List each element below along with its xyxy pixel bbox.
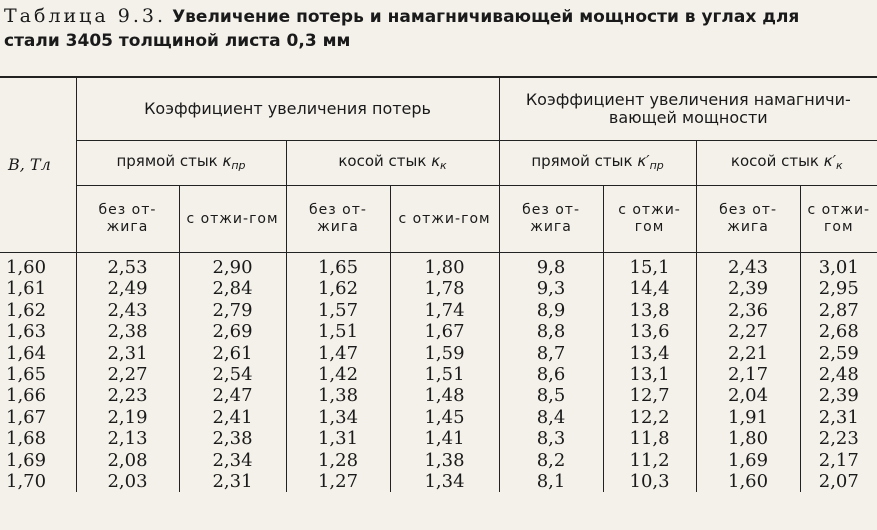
cell-b-value: 1,64 [0,343,76,364]
header-losses-group: Коэффициент увеличения потерь [76,77,499,141]
table-cell: 1,45 [390,407,499,428]
table-cell: 2,17 [696,364,800,385]
table-cell: 1,80 [696,428,800,449]
table-cell: 13,1 [603,364,696,385]
table-cell: 8,2 [499,450,603,471]
table-row [0,300,877,321]
table-cell: 1,28 [286,450,390,471]
table-cell: 2,61 [179,343,286,364]
caption-title-line2: стали 3405 толщиной листа 0,3 мм [4,31,351,51]
header-no-anneal: без от-жига [76,186,179,253]
table-cell: 2,43 [696,253,800,279]
table-cell: 9,3 [499,278,603,299]
table-cell: 1,57 [286,300,390,321]
table-cell: 1,65 [286,253,390,279]
table-cell: 2,23 [76,385,179,406]
table-cell: 2,38 [179,428,286,449]
table-cell: 2,47 [179,385,286,406]
cell-b-value: 1,67 [0,407,76,428]
cell-b-value: 1,61 [0,278,76,299]
table-cell: 2,13 [76,428,179,449]
header-with-anneal: с отжи-гом [800,186,877,253]
table-cell: 2,27 [76,364,179,385]
cell-b-value: 1,63 [0,321,76,342]
header-straight-joint: прямой стык $\kappa_{пр}$ [76,141,286,186]
header-b-column: B, Тл [0,77,76,253]
table-cell: 1,48 [390,385,499,406]
table-cell: 8,8 [499,321,603,342]
table-cell: 2,39 [800,385,877,406]
cell-b-value: 1,68 [0,428,76,449]
table-cell: 2,31 [800,407,877,428]
table-cell: 2,07 [800,471,877,492]
header-oblique-joint: косой стык $\kappa_к$ [286,141,499,186]
table-cell: 1,60 [696,471,800,492]
table-cell: 1,62 [286,278,390,299]
table-cell: 11,2 [603,450,696,471]
table-cell: 2,84 [179,278,286,299]
table-cell: 2,08 [76,450,179,471]
table-cell: 1,74 [390,300,499,321]
table-cell: 1,67 [390,321,499,342]
table-cell: 2,31 [179,471,286,492]
table-cell: 13,6 [603,321,696,342]
table-row [0,321,877,342]
table-cell: 2,87 [800,300,877,321]
table-row [0,343,877,364]
table-cell: 1,38 [390,450,499,471]
header-with-anneal: с отжи-гом [179,186,286,253]
cell-b-value: 1,69 [0,450,76,471]
data-table [0,76,877,492]
table-row [0,428,877,449]
table-cell: 2,54 [179,364,286,385]
table-cell: 2,38 [76,321,179,342]
table-cell: 1,51 [390,364,499,385]
table-cell: 2,68 [800,321,877,342]
table-cell: 1,31 [286,428,390,449]
table-cell: 2,41 [179,407,286,428]
cell-b-value: 1,66 [0,385,76,406]
cell-b-value: 1,70 [0,471,76,492]
header-oblique-joint-2: косой стык $\kappa'_к$ [696,141,877,186]
table-cell: 2,43 [76,300,179,321]
table-cell: 2,49 [76,278,179,299]
header-with-anneal: с отжи-гом [390,186,499,253]
table-cell: 2,21 [696,343,800,364]
table-body [0,253,877,493]
table-cell: 1,59 [390,343,499,364]
table-cell: 13,4 [603,343,696,364]
table-cell: 1,27 [286,471,390,492]
table-cell: 1,69 [696,450,800,471]
table-cell: 8,1 [499,471,603,492]
table-row [0,364,877,385]
table-cell: 10,3 [603,471,696,492]
table-cell: 2,59 [800,343,877,364]
table-cell: 1,41 [390,428,499,449]
table-row [0,471,877,492]
table-cell: 12,2 [603,407,696,428]
header-no-anneal: без от-жига [286,186,390,253]
table-cell: 3,01 [800,253,877,279]
table-cell: 1,34 [286,407,390,428]
table-cell: 1,78 [390,278,499,299]
table-cell: 2,34 [179,450,286,471]
table-cell: 2,23 [800,428,877,449]
table-row [0,450,877,471]
table-cell: 2,17 [800,450,877,471]
cell-b-value: 1,62 [0,300,76,321]
table-row [0,385,877,406]
table-cell: 1,34 [390,471,499,492]
table-cell: 2,19 [76,407,179,428]
table-cell: 2,36 [696,300,800,321]
table-cell: 8,5 [499,385,603,406]
table-cell: 2,69 [179,321,286,342]
table-row [0,253,877,279]
header-with-anneal: с отжи-гом [603,186,696,253]
table-cell: 2,31 [76,343,179,364]
table-cell: 14,4 [603,278,696,299]
caption-title: Увеличение потерь и намагничивающей мощности в углах для [172,7,800,27]
table-cell: 8,6 [499,364,603,385]
table-cell: 1,80 [390,253,499,279]
table-cell: 2,27 [696,321,800,342]
cell-b-value: 1,60 [0,253,76,279]
table-cell: 12,7 [603,385,696,406]
table-cell: 13,8 [603,300,696,321]
table-cell: 2,90 [179,253,286,279]
table-cell: 2,53 [76,253,179,279]
table-cell: 8,9 [499,300,603,321]
table-cell: 11,8 [603,428,696,449]
table-cell: 9,8 [499,253,603,279]
table-cell: 2,95 [800,278,877,299]
table-cell: 2,04 [696,385,800,406]
table-cell: 8,3 [499,428,603,449]
table-cell: 1,51 [286,321,390,342]
table-cell: 1,42 [286,364,390,385]
caption-number: Таблица 9.3. [4,5,167,27]
table-cell: 1,91 [696,407,800,428]
header-no-anneal: без от-жига [499,186,603,253]
table-caption [4,4,874,53]
table-cell: 8,7 [499,343,603,364]
table-cell: 2,48 [800,364,877,385]
table-cell: 2,03 [76,471,179,492]
cell-b-value: 1,65 [0,364,76,385]
table-cell: 1,38 [286,385,390,406]
header-straight-joint-2: прямой стык $\kappa'_{пр}$ [499,141,696,186]
table-cell: 1,47 [286,343,390,364]
header-magnetizing-group: Коэффициент увеличения намагничи-вающей мощности [499,77,877,141]
table-cell: 8,4 [499,407,603,428]
table-row [0,407,877,428]
table-cell: 15,1 [603,253,696,279]
header-no-anneal: без от-жига [696,186,800,253]
table-cell: 2,39 [696,278,800,299]
table-cell: 2,79 [179,300,286,321]
table-row [0,278,877,299]
